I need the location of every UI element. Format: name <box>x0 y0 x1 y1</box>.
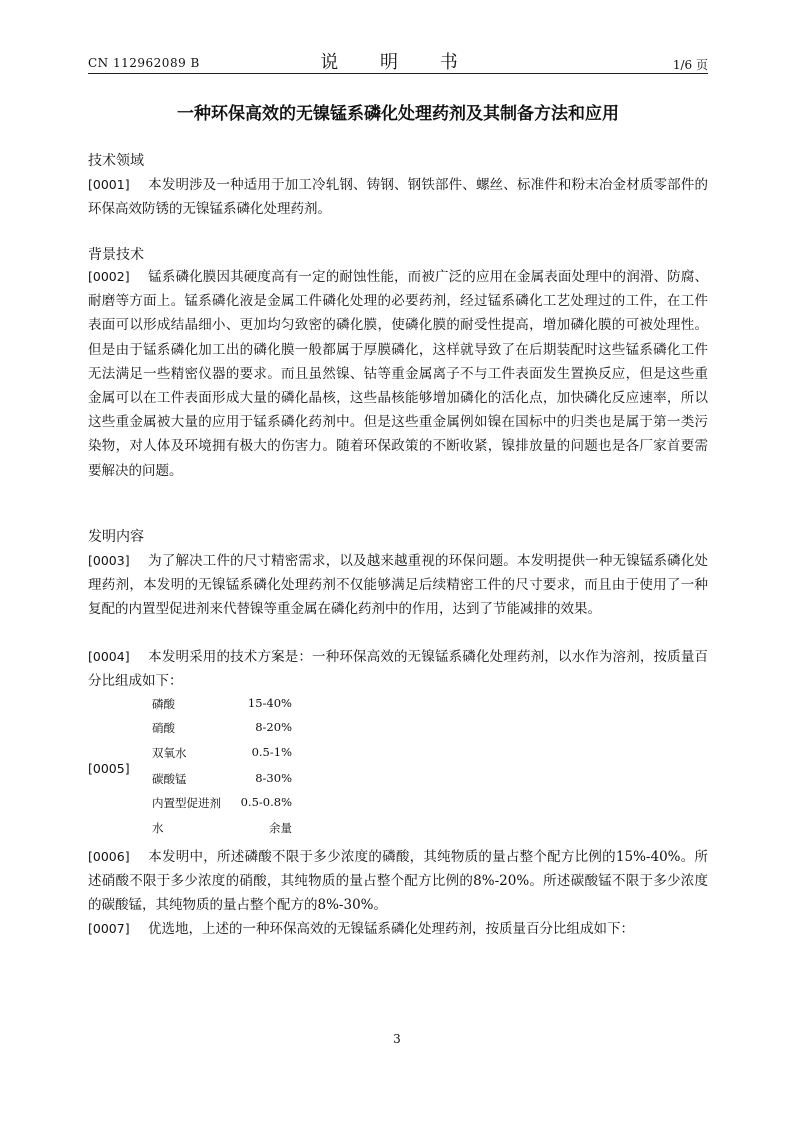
paragraph-number: [0004] <box>88 649 130 664</box>
section-tech-field: 技术领域 <box>88 153 144 169</box>
document-type: 说 明 书 <box>320 52 476 73</box>
paragraph-text: 本发明采用的技术方案是：一种环保高效的无镍锰系磷化处理药剂，以水作为溶剂，按质量百分比组成如下： <box>88 649 708 690</box>
paragraph-text: 锰系磷化膜因其硬度高有一定的耐蚀性能，而被广泛的应用在金属表面处理中的润滑、防腐、耐磨等方面上。锰系磷化液是金属工件磷化处理的必要药剂，经过锰系磷化工艺处理过的工件，在工件表面可以形成结晶细小、更加均匀致密的磷化膜，使磷化膜的耐受性提高，增加磷化膜的可被处理性。但是由于锰系磷化加工出的磷化膜一般都属于厚膜磷化，这样就导致了在后期装配时这些锰系磷化工件无法满足一些精密仪器的要求。而且虽然镍、钴等重金属离子不与工件表面发生置换反应，但是这些重金属可以在工件表面形成大量的磷化晶核，这些晶核能够增加磷化的活化点，加快磷化反应速率，所以这些重金属被大量的应用于锰系磷化药剂中。但是这些重金属例如镍在国标中的归类也是属于第一类污染物，对人体及环境拥有极大的伤害力。随着环保政策的不断收紧，镍排放量的问题也是各厂家首要需要解决的问题。 <box>88 269 708 479</box>
ingredient-name: 磷酸 <box>152 697 175 711</box>
ingredient-value: 8-20% <box>255 720 292 734</box>
paragraph-number: [0003] <box>88 553 130 568</box>
paragraph-number: [0007] <box>88 921 130 936</box>
paragraph-0007 <box>88 917 708 941</box>
patent-number: CN 112962089 B <box>88 56 200 70</box>
paragraph-0001 <box>88 173 708 221</box>
paragraph-text: 为了解决工件的尺寸精密需求，以及越来越重视的环保问题。本发明提供一种无镍锰系磷化处理药剂，本发明的无镍锰系磷化处理药剂不仅能够满足后续精密工件的尺寸要求，而且由于使用了一种复配的内置型促进剂来代替镍等重金属在磷化药剂中的作用，达到了节能减排的效果。 <box>88 553 708 618</box>
ingredient-value: 0.5-0.8% <box>240 795 292 809</box>
paragraph-text: 本发明中，所述磷酸不限于多少浓度的磷酸，其纯物质的量占整个配方比例的15%-40%。所述硝酸不限于多少浓度的硝酸，其纯物质的量占整个配方比例的8%-20%。所述碳酸锰不限于多少浓度的碳酸锰，其纯物质的量占整个配方的8%-30%。 <box>88 849 708 914</box>
paragraph-number: [0001] <box>88 177 130 192</box>
paragraph-0003 <box>88 549 708 622</box>
document-title: 一种环保高效的无镍锰系磷化处理药剂及其制备方法和应用 <box>177 104 619 124</box>
ingredient-name: 水 <box>152 821 164 835</box>
paragraph-number: [0002] <box>88 269 130 284</box>
ingredient-value: 余量 <box>269 821 292 835</box>
section-content: 发明内容 <box>88 529 144 545</box>
section-background: 背景技术 <box>88 247 144 263</box>
paragraph-0002 <box>88 265 708 483</box>
paragraph-text: 优选地，上述的一种环保高效的无镍锰系磷化处理药剂，按质量百分比组成如下： <box>148 921 634 937</box>
paragraph-0006 <box>88 845 708 918</box>
ingredient-name: 硝酸 <box>152 721 175 735</box>
page-count: 1/6 页 <box>672 58 708 72</box>
paragraph-0005-number: [0005] <box>88 761 130 776</box>
ingredient-name: 双氧水 <box>152 746 187 760</box>
header-divider <box>88 73 708 74</box>
paragraph-0004 <box>88 645 708 693</box>
ingredient-name: 内置型促进剂 <box>152 796 221 810</box>
page-header <box>88 48 708 72</box>
paragraph-number: [0006] <box>88 849 130 864</box>
ingredient-value: 15-40% <box>247 696 292 710</box>
ingredient-name: 碳酸锰 <box>152 772 187 786</box>
page-number: 3 <box>393 1032 401 1046</box>
ingredient-value: 0.5-1% <box>251 745 292 759</box>
paragraph-text: 本发明涉及一种适用于加工冷轧钢、铸钢、钢铁部件、螺丝、标准件和粉末冶金材质零部件的环保高效防锈的无镍锰系磷化处理药剂。 <box>88 177 708 218</box>
ingredient-value: 8-30% <box>255 771 292 785</box>
